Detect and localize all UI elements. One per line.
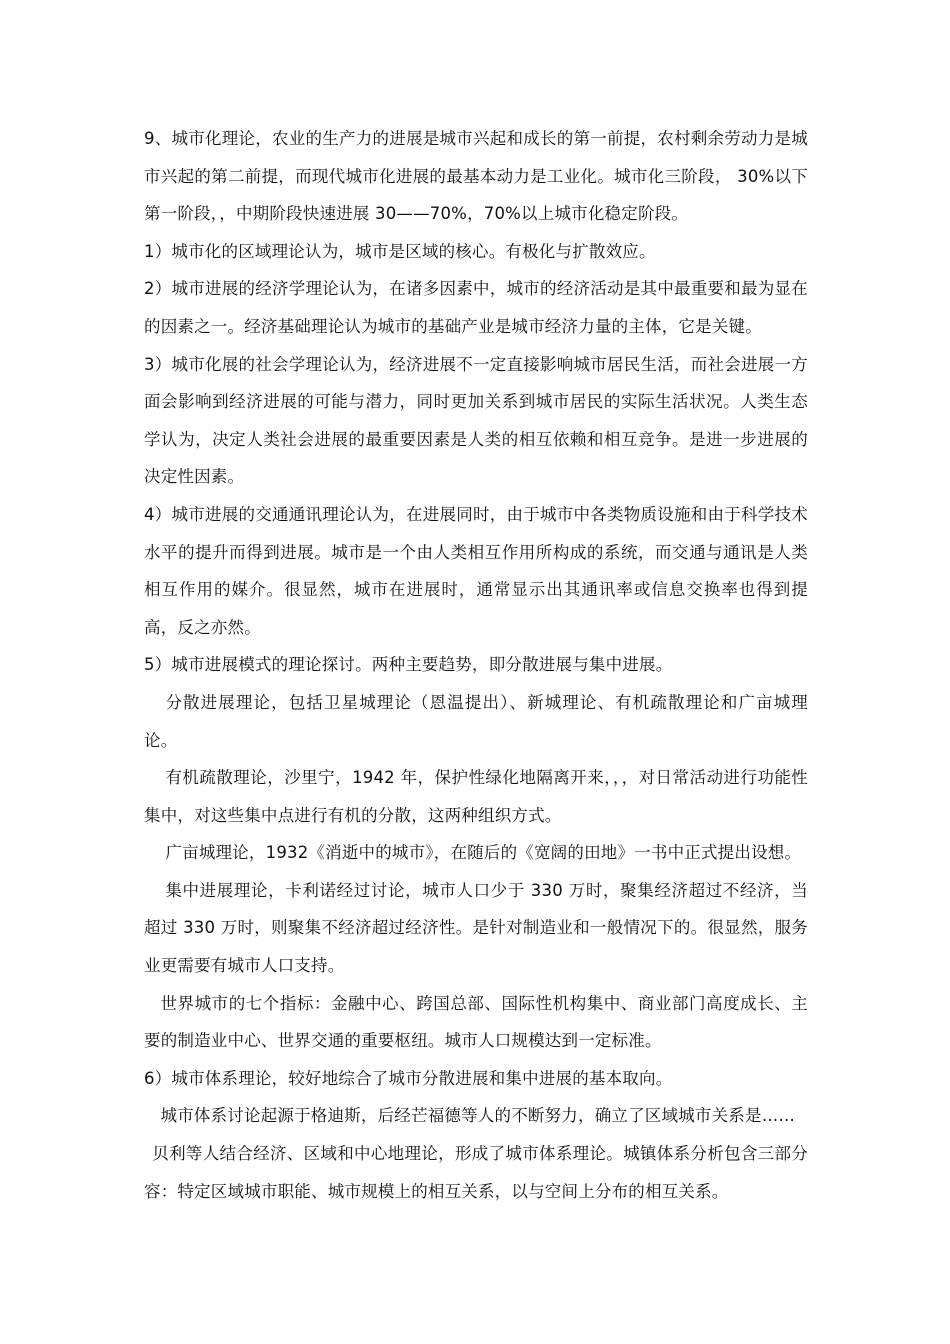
document-body xyxy=(144,120,808,1210)
paragraph-urban-system-theory: 6）城市体系理论，较好地综合了城市分散进展和集中进展的基本取向。 xyxy=(144,1068,673,1088)
paragraph-decentralization: 分散进展理论，包括卫星城理论（恩温提出）、新城理论、有机疏散理论和广亩城理论。 xyxy=(144,692,808,750)
paragraph-centralization: 集中进展理论，卡利诺经过讨论，城市人口少于 330 万时，聚集经济超过不经济，当超过 330 万时，则聚集不经济超过经济性。是针对制造业和一般情况下的。很显然，服务业更需要有城市人口支持。 xyxy=(144,880,808,976)
paragraph-urbanization-theory: 9、城市化理论，农业的生产力的进展是城市兴起和成长的第一前提，农村剩余劳动力是城市兴起的第二前提，而现代城市化进展的最基本动力是工业化。城市化三阶段， 30%以下第一阶段，，中期阶段快速进展 30——70%，70%以上城市化稳定阶段。 xyxy=(144,129,808,224)
paragraph-sociological-theory: 3）城市化展的社会学理论认为，经济进展不一定直接影响城市居民生活，而社会进展一方面会影响到经济进展的可能与潜力，同时更加关系到城市居民的实际生活状况。人类生态学认为，决定人类社会进展的最重要因素是人类的相互依赖和相互竞争。是进一步进展的决定性因素。 xyxy=(144,354,808,487)
paragraph-transport-theory: 4）城市进展的交通通讯理论认为，在进展同时，由于城市中各类物质设施和由于科学技术水平的提升而得到进展。城市是一个由人类相互作用所构成的系统，而交通与通讯是人类相互作用的媒介。很显然，城市在进展时，通常显示出其通讯率或信息交换率也得到提高，反之亦然。 xyxy=(144,504,808,637)
paragraph-regional-theory: 1）城市化的区域理论认为，城市是区域的核心。有极化与扩散效应。 xyxy=(144,241,656,261)
paragraph-economic-theory: 2）城市进展的经济学理论认为，在诸多因素中，城市的经济活动是其中最重要和最为显在的因素之一。经济基础理论认为城市的基础产业是城市经济力量的主体，它是关键。 xyxy=(144,279,808,336)
paragraph-broadacre-city: 广亩城理论，1932《消逝中的城市》，在随后的《宽阔的田地》一书中正式提出设想。 xyxy=(165,843,802,863)
paragraph-development-modes: 5）城市进展模式的理论探讨。两种主要趋势，即分散进展与集中进展。 xyxy=(144,655,673,675)
paragraph-urban-system-origin: 城市体系讨论起源于格迪斯，后经芒福德等人的不断努力，确立了区域城市关系是…… xyxy=(160,1106,796,1126)
paragraph-organic-decentralization: 有机疏散理论，沙里宁，1942 年，保护性绿化地隔离开来，，，对日常活动进行功能性集中，对这些集中点进行有机的分散，这两种组织方式。 xyxy=(144,768,808,825)
paragraph-world-city-indicators: 世界城市的七个指标：金融中心、跨国总部、国际性机构集中、商业部门高度成长、主要的制造业中心、世界交通的重要枢纽。城市人口规模达到一定标准。 xyxy=(144,993,808,1051)
paragraph-urban-system-analysis: 贝利等人结合经济、区域和中心地理论，形成了城市体系理论。城镇体系分析包含三部分容：特定区域城市职能、城市规模上的相互关系，以与空间上分布的相互关系。 xyxy=(144,1144,808,1201)
